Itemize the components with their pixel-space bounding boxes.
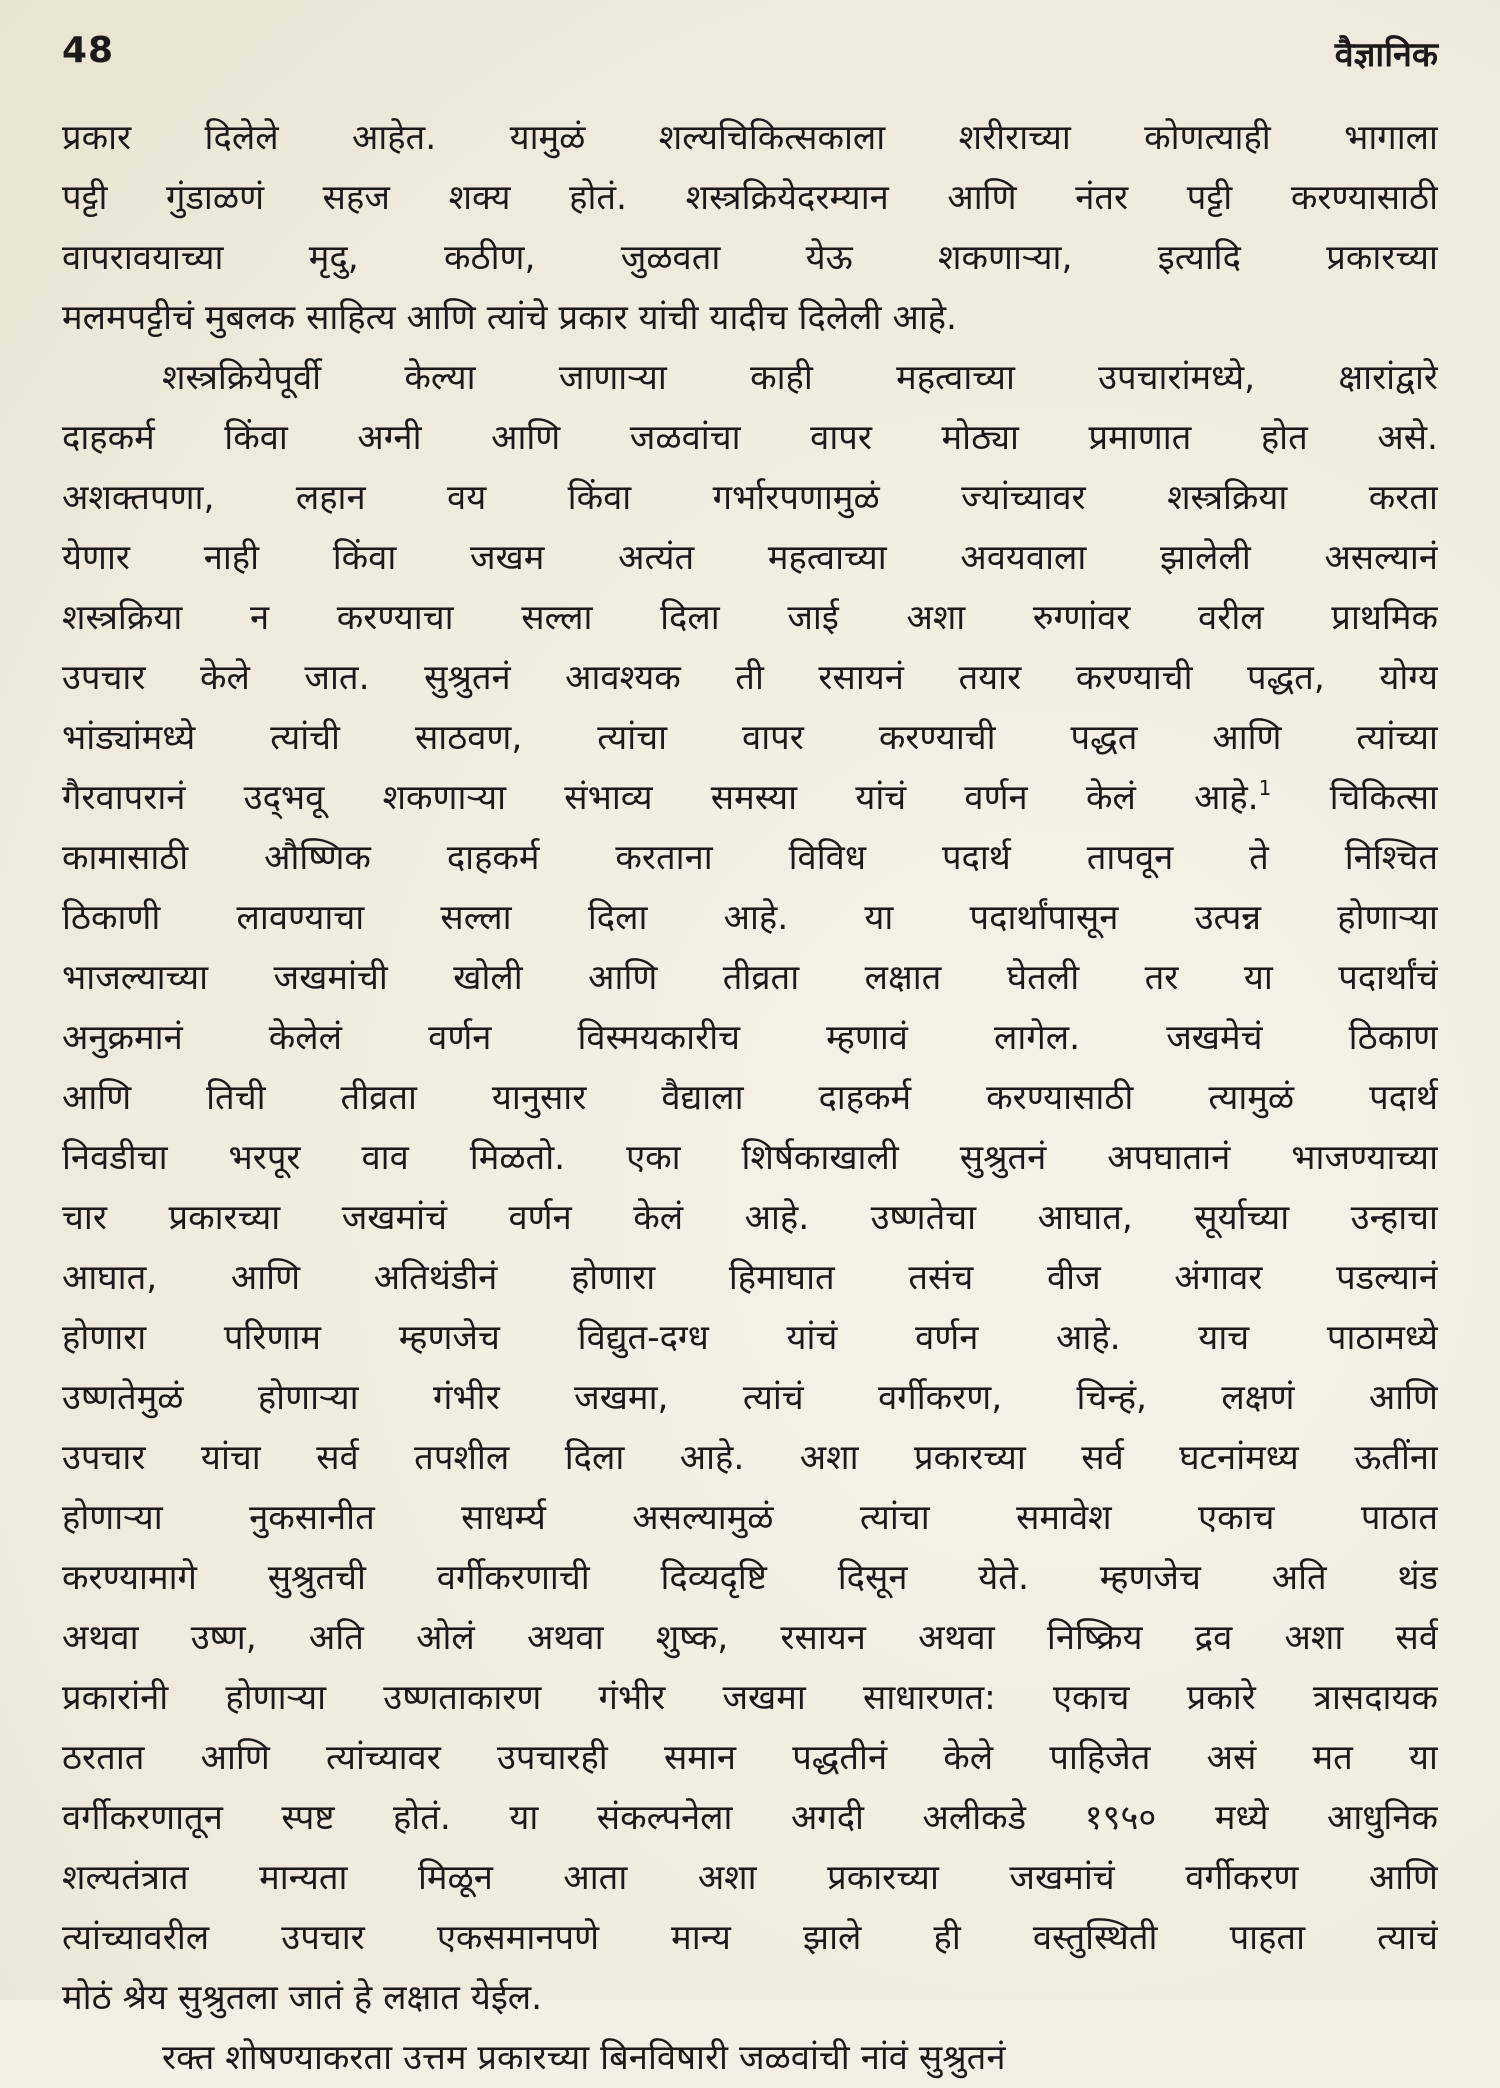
- text-line: अनुक्रमानं केलेलं वर्णन विस्मयकारीच म्हणावं लागेल. जखमेचं ठिकाण: [62, 1018, 1438, 1058]
- text-line: शस्त्रक्रिया न करण्याचा सल्ला दिला जाई अशा रुग्णांवर वरील प्राथमिक: [62, 598, 1438, 638]
- text-line: आघात, आणि अतिथंडीनं होणारा हिमाघात तसंच वीज अंगावर पडल्यानं: [62, 1258, 1438, 1298]
- page-header: [62, 30, 1438, 80]
- text-line: होणाऱ्या नुकसानीत साधर्म्य असल्यामुळं त्यांचा समावेश एकाच पाठात: [62, 1498, 1438, 1538]
- text-line: कामासाठी औष्णिक दाहकर्म करताना विविध पदार्थ तापवून ते निश्चित: [62, 838, 1438, 878]
- text-line: प्रकारांनी होणाऱ्या उष्णताकारण गंभीर जखमा साधारणत: एकाच प्रकारे त्रासदायक: [62, 1678, 1438, 1718]
- page-number: 48: [62, 30, 115, 71]
- text-segment: चिकित्सा: [1271, 778, 1438, 818]
- text-line: करण्यामागे सुश्रुतची वर्गीकरणाची दिव्यदृष्टि दिसून येते. म्हणजेच अति थंड: [62, 1558, 1438, 1598]
- text-line: उपचार यांचा सर्व तपशील दिला आहे. अशा प्रकारच्या सर्व घटनांमध्य ऊतींना: [62, 1438, 1438, 1478]
- text-line: होणारा परिणाम म्हणजेच विद्युत-दग्ध यांचं वर्णन आहे. याच पाठामध्ये: [62, 1318, 1438, 1358]
- text-line: रक्त शोषण्याकरता उत्तम प्रकारच्या बिनविषारी जळवांची नांवं सुश्रुतनं: [162, 2038, 1006, 2078]
- text-line: प्रकार दिलेले आहेत. यामुळं शल्यचिकित्सकाला शरीराच्या कोणत्याही भागाला: [62, 118, 1438, 158]
- text-line: उष्णतेमुळं होणाऱ्या गंभीर जखमा, त्यांचं वर्गीकरण, चिन्हं, लक्षणं आणि: [62, 1378, 1438, 1418]
- text-line: येणार नाही किंवा जखम अत्यंत महत्वाच्या अवयवाला झालेली असल्यानं: [62, 538, 1438, 578]
- text-line: उपचार केले जात. सुश्रुतनं आवश्यक ती रसायनं तयार करण्याची पद्धत, योग्य: [62, 658, 1438, 698]
- body-text: [62, 108, 1438, 2088]
- footnote-reference[interactable]: 1: [1258, 776, 1272, 800]
- text-line: निवडीचा भरपूर वाव मिळतो. एका शिर्षकाखाली सुश्रुतनं अपघातानं भाजण्याच्या: [62, 1138, 1438, 1178]
- text-line: पट्टी गुंडाळणं सहज शक्य होतं. शस्त्रक्रियेदरम्यान आणि नंतर पट्टी करण्यासाठी: [62, 178, 1438, 218]
- text-line: शस्त्रक्रियेपूर्वी केल्या जाणाऱ्या काही महत्वाच्या उपचारांमध्ये, क्षारांद्वारे: [162, 358, 1438, 398]
- text-line: मोठं श्रेय सुश्रुतला जातं हे लक्षात येईल.: [62, 1978, 543, 2018]
- text-line: वापरावयाच्या मृदु, कठीण, जुळवता येऊ शकणाऱ्या, इत्यादि प्रकारच्या: [62, 238, 1438, 278]
- text-line-with-footnote: [62, 768, 1438, 828]
- text-line: मलमपट्टीचं मुबलक साहित्य आणि त्यांचे प्रकार यांची यादीच दिलेली आहे.: [62, 298, 957, 338]
- text-line: चार प्रकारच्या जखमांचं वर्णन केलं आहे. उष्णतेचा आघात, सूर्याच्या उन्हाचा: [62, 1198, 1438, 1238]
- text-line: शल्यतंत्रात मान्यता मिळून आता अशा प्रकारच्या जखमांचं वर्गीकरण आणि: [62, 1858, 1438, 1898]
- text-line: ठरतात आणि त्यांच्यावर उपचारही समान पद्धतीनं केले पाहिजेत असं मत या: [62, 1738, 1438, 1778]
- text-line: अशक्तपणा, लहान वय किंवा गर्भारपणामुळं ज्यांच्यावर शस्त्रक्रिया करता: [62, 478, 1438, 518]
- text-line: अथवा उष्ण, अति ओलं अथवा शुष्क, रसायन अथवा निष्क्रिय द्रव अशा सर्व: [62, 1618, 1438, 1658]
- text-line: ठिकाणी लावण्याचा सल्ला दिला आहे. या पदार्थांपासून उत्पन्न होणाऱ्या: [62, 898, 1438, 938]
- text-line: वर्गीकरणातून स्पष्ट होतं. या संकल्पनेला अगदी अलीकडे १९५० मध्ये आधुनिक: [62, 1798, 1438, 1838]
- running-head: वैज्ञानिक: [1334, 35, 1438, 75]
- text-line: भाजल्याच्या जखमांची खोली आणि तीव्रता लक्षात घेतली तर या पदार्थांचं: [62, 958, 1438, 998]
- text-line: भांड्यांमध्ये त्यांची साठवण, त्यांचा वापर करण्याची पद्धत आणि त्यांच्या: [62, 718, 1438, 758]
- text-line: दाहकर्म किंवा अग्नी आणि जळवांचा वापर मोठ्या प्रमाणात होत असे.: [62, 418, 1438, 458]
- text-line: त्यांच्यावरील उपचार एकसमानपणे मान्य झाले ही वस्तुस्थिती पाहता त्याचं: [62, 1918, 1438, 1958]
- text-line: आणि तिची तीव्रता यानुसार वैद्याला दाहकर्म करण्यासाठी त्यामुळं पदार्थ: [62, 1078, 1438, 1118]
- text-segment: गैरवापरानं उद्‌भवू शकणाऱ्या संभाव्य समस्या यांचं वर्णन केलं आहे.: [62, 778, 1259, 818]
